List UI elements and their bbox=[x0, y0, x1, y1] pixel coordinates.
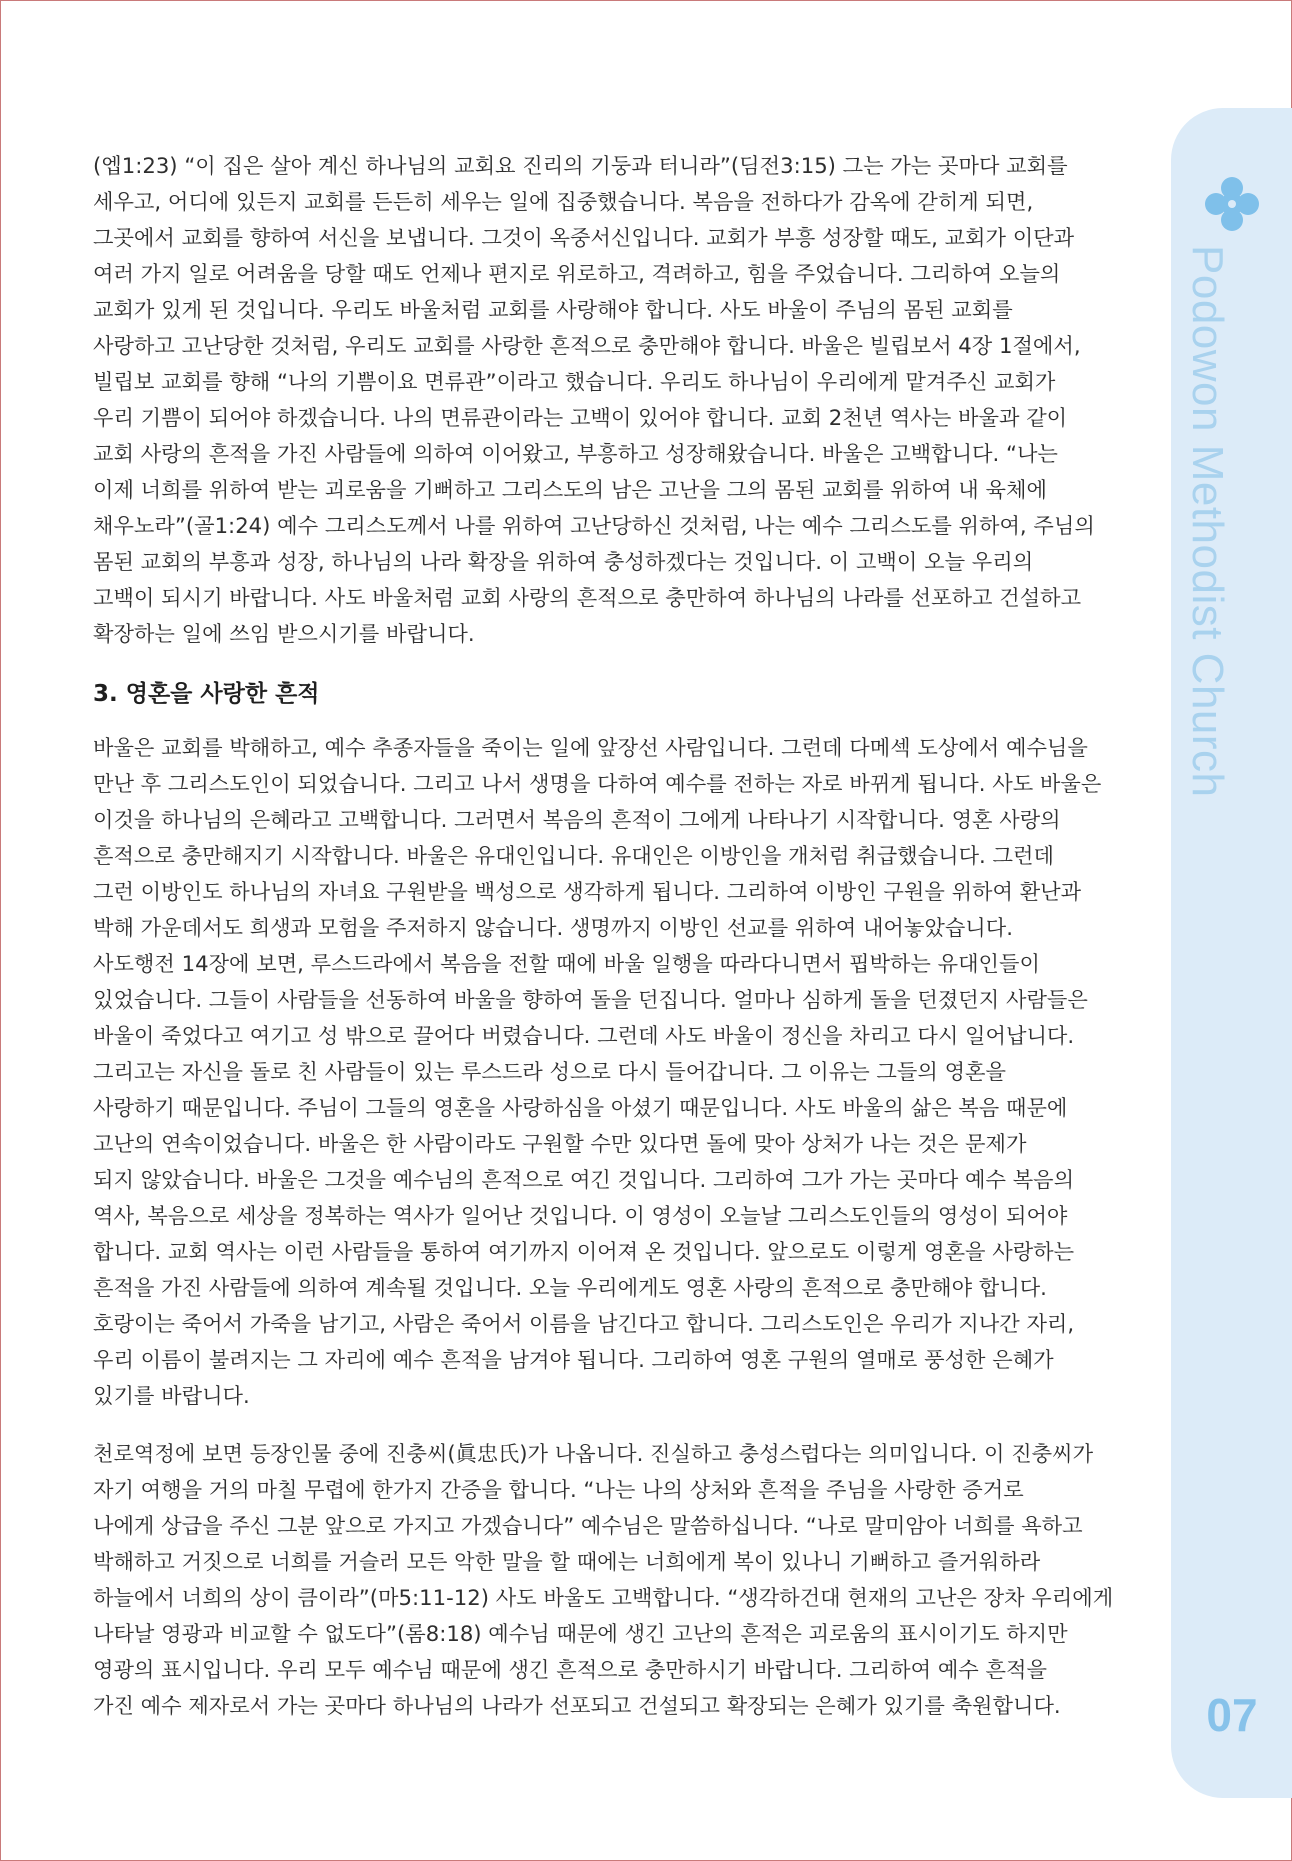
section-heading: 3. 영혼을 사랑한 흔적 bbox=[93, 681, 320, 707]
church-name: Podowon Methodist Church bbox=[1183, 245, 1232, 798]
article-body bbox=[93, 148, 1138, 1724]
page-number: 07 bbox=[1206, 1689, 1258, 1741]
clover-cross-icon bbox=[1204, 176, 1260, 232]
paragraph-soul-love: 바울은 교회를 박해하고, 예수 추종자들을 죽이는 일에 앞장선 사람입니다. 그런데 다메섹 도상에서 예수님을 만난 후 그리스도인이 되었습니다. 그리고 나서 생명을 다하여 예수를 전하는 자로 바뀌게 됩니다. 사도 바울은 이것을 하나님의 은혜라고 고백합니다. 그러면서 복음의 흔적이 그에게 나타나기 시작합니다. 영혼 사랑의 흔적으로 충만해지기 시작합니다. 바울은 유대인입니다. 유대인은 이방인을 개처럼 취급했습니다. 그런데 그런 이방인도 하나님의 자녀요 구원받을 백성으로 생각하게 됩니다. 그리하여 이방인 구원을 위하여 환난과 박해 가운데서도 희생과 모험을 주저하지 않습니다. 생명까지 이방인 선교를 위하여 내어놓았습니다. 사도행전 14장에 보면, 루스드라에서 복음을 전할 때에 바울 일행을 따라다니면서 핍박하는 유대인들이 있었습니다. 그들이 사람들을 선동하여 바울을 향하여 돌을 던집니다. 얼마나 심하게 돌을 던졌던지 사람들은 바울이 죽었다고 여기고 성 밖으로 끌어다 버렸습니다. 그런데 사도 바울이 정신을 차리고 다시 일어납니다. 그리고는 자신을 돌로 친 사람들이 있는 루스드라 성으로 다시 들어갑니다. 그 이유는 그들의 영혼을 사랑하기 때문입니다. 주님이 그들의 영혼을 사랑하심을 아셨기 때문입니다. 사도 바울의 삶은 복음 때문에 고난의 연속이었습니다. 바울은 한 사람이라도 구원할 수만 있다면 돌에 맞아 상처가 나는 것은 문제가 되지 않았습니다. 바울은 그것을 예수님의 흔적으로 여긴 것입니다. 그리하여 그가 가는 곳마다 예수 복음의 역사, 복음으로 세상을 정복하는 역사가 일어난 것입니다. 이 영성이 오늘날 그리스도인들의 영성이 되어야 합니다. 교회 역사는 이런 사람들을 통하여 여기까지 이어져 온 것입니다. 앞으로도 이렇게 영혼을 사랑하는 흔적을 가진 사람들에 의하여 계속될 것입니다. 오늘 우리에게도 영혼 사랑의 흔적으로 충만해야 합니다. 호랑이는 죽어서 가죽을 남기고, 사람은 죽어서 이름을 남긴다고 합니다. 그리스도인은 우리가 지나간 자리, 우리 이름이 불려지는 그 자리에 예수 흔적을 남겨야 됩니다. 그리하여 영혼 구원의 열매로 풍성한 은혜가 있기를 바랍니다. bbox=[93, 735, 1102, 1408]
paragraph-pilgrim: 천로역정에 보면 등장인물 중에 진충씨(眞忠氏)가 나옵니다. 진실하고 충성스럽다는 의미입니다. 이 진충씨가 자기 여행을 거의 마칠 무렵에 한가지 간증을 합니다. “나는 나의 상처와 흔적을 주님을 사랑한 증거로 나에게 상급을 주신 그분 앞으로 가지고 가겠습니다” 예수님은 말씀하십니다. “나로 말미암아 너희를 욕하고 박해하고 거짓으로 너희를 거슬러 모든 악한 말을 할 때에는 너희에게 복이 있나니 기뻐하고 즐거워하라 하늘에서 너희의 상이 큼이라”(마5:11-12) 사도 바울도 고백합니다. “생각하건대 현재의 고난은 장차 우리에게 나타날 영광과 비교할 수 없도다”(롬8:18) 예수님 때문에 생긴 고난의 흔적은 괴로움의 표시이기도 하지만 영광의 표시입니다. 우리 모두 예수님 때문에 생긴 흔적으로 충만하시기 바랍니다. 그리하여 예수 흔적을 가진 예수 제자로서 가는 곳마다 하나님의 나라가 선포되고 건설되고 확장되는 은혜가 있기를 축원합니다. bbox=[93, 1441, 1114, 1718]
paragraph-church-love: (엡1:23) “이 집은 살아 계신 하나님의 교회요 진리의 기둥과 터니라”(딤전3:15) 그는 가는 곳마다 교회를 세우고, 어디에 있든지 교회를 든든히 세우는 일에 집중했습니다. 복음을 전하다가 감옥에 갇히게 되면, 그곳에서 교회를 향하여 서신을 보냅니다. 그것이 옥중서신입니다. 교회가 부흥 성장할 때도, 교회가 이단과 여러 가지 일로 어려움을 당할 때도 언제나 편지로 위로하고, 격려하고, 힘을 주었습니다. 그리하여 오늘의 교회가 있게 된 것입니다. 우리도 바울처럼 교회를 사랑해야 합니다. 사도 바울이 주님의 몸된 교회를 사랑하고 고난당한 것처럼, 우리도 교회를 사랑한 흔적으로 충만해야 합니다. 바울은 빌립보서 4장 1절에서, 빌립보 교회를 향해 “나의 기쁨이요 면류관”이라고 했습니다. 우리도 하나님이 우리에게 맡겨주신 교회가 우리 기쁨이 되어야 하겠습니다. 나의 면류관이라는 고백이 있어야 합니다. 교회 2천년 역사는 바울과 같이 교회 사랑의 흔적을 가진 사람들에 의하여 이어왔고, 부흥하고 성장해왔습니다. 바울은 고백합니다. “나는 이제 너희를 위하여 받는 괴로움을 기뻐하고 그리스도의 남은 고난을 그의 몸된 교회를 위하여 내 육체에 채우노라”(골1:24) 예수 그리스도께서 나를 위하여 고난당하신 것처럼, 나는 예수 그리스도를 위하여, 주님의 몸된 교회의 부흥과 성장, 하나님의 나라 확장을 위하여 충성하겠다는 것입니다. 이 고백이 오늘 우리의 고백이 되시기 바랍니다. 사도 바울처럼 교회 사랑의 흔적으로 충만하여 하나님의 나라를 선포하고 건설하고 확장하는 일에 쓰임 받으시기를 바랍니다. bbox=[93, 153, 1095, 646]
